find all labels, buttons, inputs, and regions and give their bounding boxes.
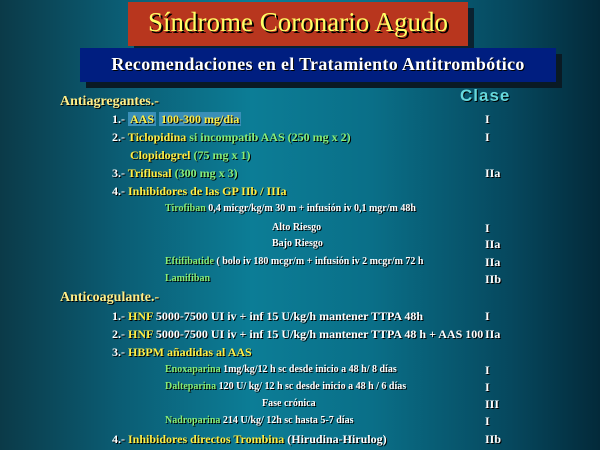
- section-antiagregantes: Antiagregantes.-: [60, 94, 159, 109]
- clase-value: IIa: [485, 327, 501, 341]
- drug-dose: 1mg/kg/12 h sc desde inicio a 48 h/ 8 días: [223, 364, 397, 375]
- row-number: 4.-: [112, 432, 125, 446]
- anticoagulante-row-4: [112, 432, 387, 447]
- clase-value: I: [485, 309, 490, 323]
- drug-name: Dalteparina: [165, 381, 217, 392]
- drug-dose: 214 U/kg/ 12h sc hasta 5-7 días: [222, 415, 354, 426]
- drug-detail: (75 mg x 1): [193, 148, 251, 162]
- drug-dose: 100-300 mg/dia: [161, 112, 240, 126]
- clase-value: I: [485, 112, 490, 126]
- drug-name: Nadroparina: [165, 415, 221, 426]
- dalteparina-row: [165, 381, 406, 392]
- drug-detail: (300 mg x 3): [174, 166, 238, 180]
- anticoagulante-row-3: [112, 345, 252, 360]
- drug-name: AAS: [130, 112, 155, 126]
- drug-name: Lamifiban: [165, 273, 211, 284]
- clase-value: IIa: [485, 166, 501, 180]
- row-number: 2.-: [112, 327, 125, 341]
- drug-dose: 120 U/ kg/ 12 h sc desde inicio a 48 h / 6 días: [218, 381, 407, 392]
- antiagregante-row-1: [112, 112, 241, 127]
- clase-value: I: [485, 363, 490, 377]
- drug-name: Triflusal: [127, 166, 172, 180]
- drug-dose: 5000-7500 UI iv + inf 15 U/kg/h mantener TTPA 48 h + AAS 100: [155, 327, 484, 341]
- clase-value: III: [485, 397, 500, 411]
- row-number: 3.-: [112, 166, 125, 180]
- drug-name: HNF: [128, 327, 153, 341]
- antiagregante-row-3: [112, 166, 238, 181]
- drug-detail: añadidas al AAS: [167, 345, 252, 359]
- drug-dose: 0,4 micgr/kg/m 30 m + infusión iv 0,1 mgr/m 48h: [208, 203, 416, 214]
- antiagregante-row-2: [112, 130, 351, 145]
- slide-subtitle: Recomendaciones en el Tratamiento Antitrombótico: [111, 54, 525, 74]
- eptifibatide-row: [165, 256, 423, 267]
- drug-detail: (Hirudina-Hirulog): [287, 432, 387, 446]
- drug-detail: si incompatib AAS (250 mg x 2): [189, 130, 351, 144]
- clase-value: I: [485, 221, 490, 235]
- drug-name: Tirofiban: [165, 203, 206, 214]
- antiagregante-row-2b: [130, 148, 250, 163]
- slide-title: Síndrome Coronario Agudo: [148, 7, 448, 37]
- clase-value: IIb: [485, 272, 502, 286]
- risk-bajo: Bajo Riesgo: [272, 238, 323, 249]
- drug-class: Inhibidores de las GP IIb / IIIa: [128, 184, 287, 198]
- fase-cronica: Fase crónica: [262, 398, 316, 409]
- clase-value: IIb: [485, 432, 502, 446]
- antiagregante-row-4: [112, 184, 287, 199]
- drug-name: Inhibidores directos Trombina: [128, 432, 285, 446]
- drug-name: Ticlopidina: [127, 130, 187, 144]
- nadroparina-row: [165, 415, 353, 426]
- tirofiban-row: [165, 203, 416, 214]
- subtitle-box: [80, 48, 556, 82]
- row-number: 2.-: [112, 130, 125, 144]
- clase-value: I: [485, 414, 490, 428]
- clase-value: IIa: [485, 237, 501, 251]
- drug-name: Eftifibatide: [165, 256, 214, 267]
- clase-value: I: [485, 130, 490, 144]
- drug-dose: 5000-7500 UI iv + inf 15 U/kg/h mantener TTPA 48h: [155, 309, 424, 323]
- drug-name: HNF: [128, 309, 153, 323]
- row-number: 4.-: [112, 184, 125, 198]
- lamifiban-row: [165, 273, 210, 284]
- section-anticoagulante: Anticoagulante.-: [60, 290, 160, 305]
- drug-dose: ( bolo iv 180 mcgr/m + infusión iv 2 mcgr/m 72 h: [216, 256, 424, 267]
- drug-name: HBPM: [128, 345, 164, 359]
- clase-value: I: [485, 380, 490, 394]
- risk-alto: Alto Riesgo: [272, 222, 322, 233]
- row-number: 1.-: [112, 112, 125, 126]
- title-box: [128, 2, 468, 46]
- row-number: 1.-: [112, 309, 125, 323]
- anticoagulante-row-1: [112, 309, 423, 324]
- anticoagulante-row-2: [112, 327, 483, 342]
- row-number: 3.-: [112, 345, 125, 359]
- drug-name: Enoxaparina: [165, 364, 221, 375]
- enoxaparina-row: [165, 364, 397, 375]
- clase-value: IIa: [485, 255, 501, 269]
- clase-header: Clase: [460, 86, 511, 105]
- drug-name: Clopidogrel: [130, 148, 191, 162]
